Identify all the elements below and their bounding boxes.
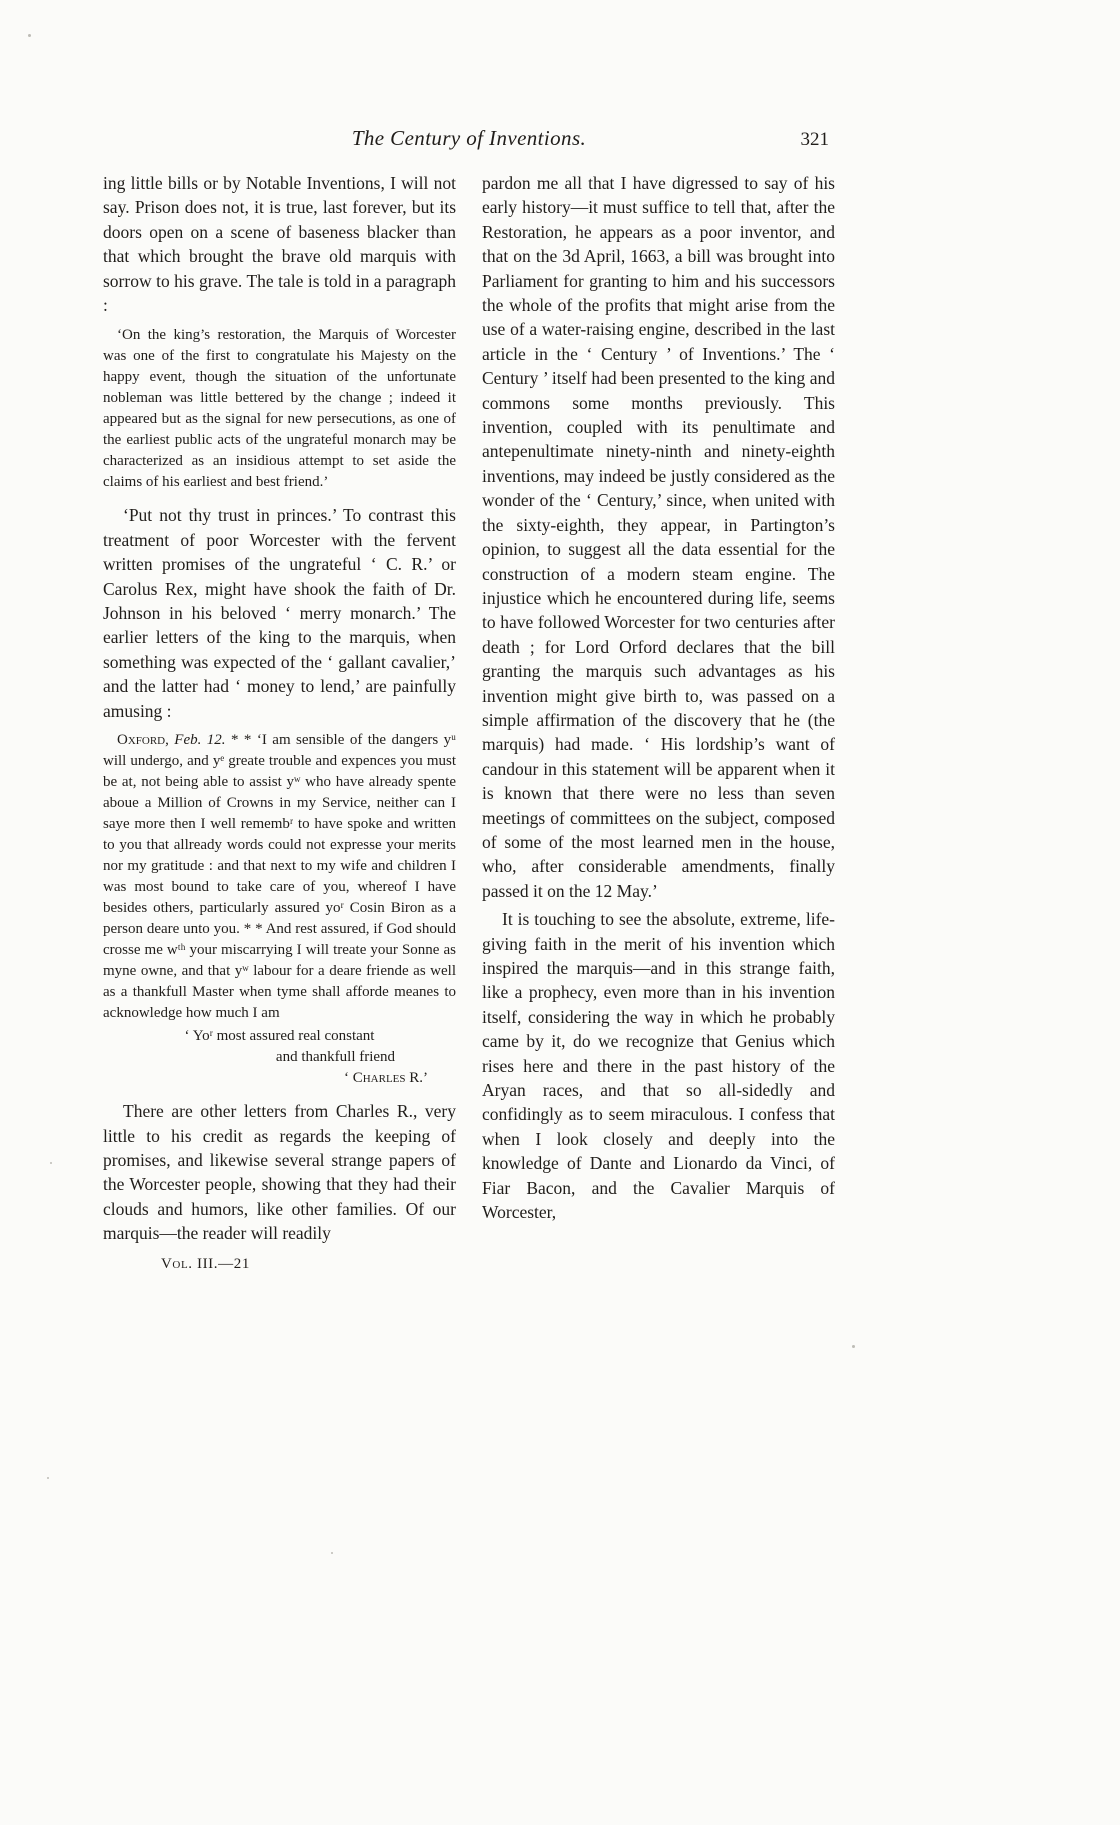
- letter-dateline-place: Oxford,: [117, 732, 169, 749]
- volume-footer: Vol. III.—21: [161, 1255, 250, 1272]
- letter-dateline-date: Feb. 12.: [168, 732, 231, 749]
- paragraph-touching: It is touching to see the absolute, extreme, life-giving faith in the merit of his invention which inspired the marquis—and in this strange faith, like a prophecy, even more than in his invention itself, considering the way in which he probably came by it, do we recognize that Genius which rises here and there in the past history of the Aryan races, and that so all-sidedly and confidingly as to seem miraculous. I confess that when I look closely and deeply into the knowledge of Dante and Lionardo da Vinci, of Fiar Bacon, and the Cavalier Marquis of Worcester,: [482, 909, 835, 1223]
- scan-speck: [331, 1552, 333, 1554]
- paragraph-other-letters: There are other letters from Charles R., very little to his credit as regards the keeping of promises, and likewise several strange papers of the Worcester people, showing that they had their clouds and humors, like other families. Of our marquis—the reader will readily: [103, 1101, 456, 1244]
- letter-body-text: ‘I am sensible of the dangers yᵘ will undergo, and yᵉ greate trouble and expences you must be at, not being able to assist yʷ who have already spente aboue a Million of Crowns in my Service, neither can I saye more then I well remembʳ to have spoke and written to you that allready words could not expresse your merits nor my gratitude : and that next to my wife and children I was most bound to take care of you, whereof I have besides others, particularly assured yoʳ Cosin Biron as a person deare unto you. * * And rest assured, if God should crosse me wᵗʰ your miscarrying I will treate your Sonne as myne owne, and that yʷ labour for a deare friende as well as a thankfull Master when tyme shall afforde meanes to acknowledge how much I am: [103, 732, 456, 1022]
- scan-speck: [47, 1477, 49, 1479]
- scan-speck: [852, 1345, 855, 1348]
- letter-excerpt: [103, 730, 456, 1089]
- page-number: 321: [800, 129, 829, 150]
- letter-closing-line-1: ‘ Yoʳ most assured real constant: [184, 1028, 375, 1045]
- right-column: [482, 171, 835, 1273]
- paragraph-continuation: ing little bills or by Notable Inventions, I will not say. Prison does not, it is true, last forever, but its doors open on a scene of baseness blacker than that which brought the brave old marquis with sorrow to his grave. The tale is told in a paragraph :: [103, 173, 456, 316]
- letter-signature: ‘ Charles R.’: [343, 1070, 428, 1087]
- left-column: [103, 171, 456, 1273]
- scan-speck: [28, 34, 31, 37]
- letter-closing-line-2: and thankfull friend: [275, 1049, 396, 1066]
- letter-text: [103, 730, 456, 1024]
- paragraph-pardon: pardon me all that I have digressed to say of his early history—it must suffice to tell that, after the Restoration, he appears as a poor inventor, and that on the 3d April, 1663, a bill was brought into Parliament for granting to him and his successors the whole of the profits that might arise from the use of a water-raising engine, described in the last article in the ‘ Century ’ of Inventions.’ The ‘ Century ’ itself had been presented to the king and commons some months previously. This invention, coupled with its penultimate and antepenultimate ninety-ninth and ninety-eighth inventions, may indeed be justly considered as the wonder of the ‘ Century,’ since, when united with the sixty-eighth, they appear, in Partington’s opinion, to suggest all the data essential for the construction of a modern steam engine. The injustice which he encountered during life, seems to have followed Worcester for two centuries after death ; for Lord Orford declares that the bill granting the marquis such advantages as his invention might give birth to, was passed on a simple affirmation of the discovery that he (the marquis) had made. ‘ His lordship’s want of candour in this statement will be apparent when it is known that there were no less than seven meetings of committees on the subject, composed of some of the most learned men in the house, who, after considerable amendments, finally passed it on the 12 May.’: [482, 173, 835, 901]
- letter-stars: * *: [231, 732, 257, 749]
- paragraph-trust-in-princes: ‘Put not thy trust in princes.’ To contrast this treatment of poor Worcester with the fervent written promises of the ungrateful ‘ C. R.’ or Carolus Rex, might have shook the faith of Dr. Johnson in his beloved ‘ merry monarch.’ The earlier letters of the king to the marquis, when something was expected of the ‘ gallant cavalier,’ and the latter had ‘ money to lend,’ are painfully amusing :: [103, 505, 456, 721]
- text-columns: [103, 171, 835, 1273]
- scan-speck: [50, 1162, 52, 1164]
- page-header: [103, 126, 835, 151]
- print-area: [103, 126, 835, 1273]
- running-title: The Century of Inventions.: [351, 126, 587, 150]
- quoted-paragraph-restoration: ‘On the king’s restoration, the Marquis of Worcester was one of the first to congratulate his Majesty on the happy event, though the situation of the unfortunate nobleman was little bettered by the change ; indeed it appeared but as the signal for new persecutions, as one of the earliest public acts of the ungrateful monarch may be characterized as an insidious attempt to set aside the claims of his earliest and best friend.’: [103, 327, 456, 491]
